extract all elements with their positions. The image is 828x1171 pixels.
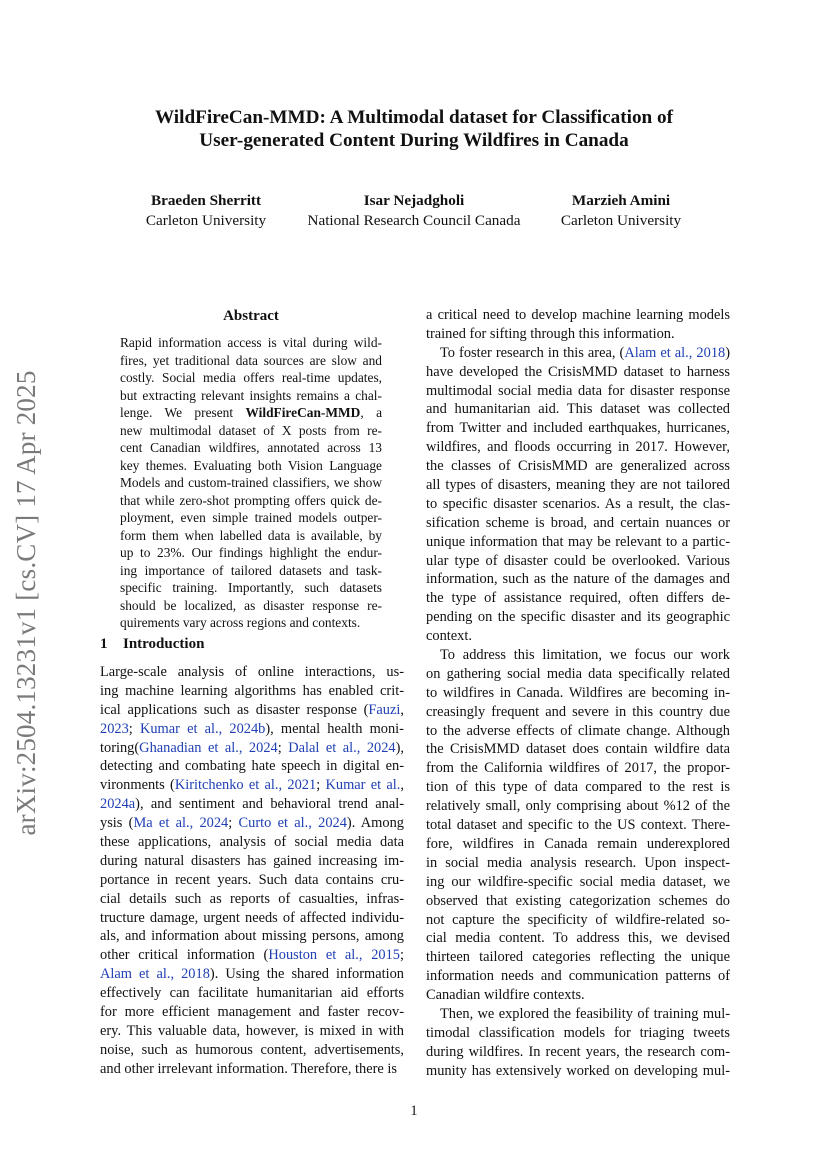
text-line: for more efficient management and faster recov- bbox=[100, 1004, 404, 1021]
text-line: noise, such as humorous content, advertisements, bbox=[100, 1041, 404, 1058]
section-number: 1 bbox=[100, 636, 108, 652]
text-line: the type of assistance required, often differs de- bbox=[426, 590, 730, 607]
abstract-heading: Abstract bbox=[223, 308, 279, 324]
text-line: detecting and combating hate speech in digital en- bbox=[100, 758, 404, 775]
paper-title bbox=[100, 106, 728, 152]
text-line: ing machine learning algorithms has enabled crit- bbox=[100, 682, 404, 699]
text-line: creasingly frequent and severe in this country due bbox=[426, 703, 730, 720]
text-line: context. bbox=[426, 628, 472, 645]
text-line: ing importance of tailored datasets and task- bbox=[120, 562, 382, 578]
text-line: the CrisisMMD dataset does contain wildfire data bbox=[426, 741, 730, 758]
text-line: Rapid information access is vital during wild- bbox=[120, 335, 382, 350]
text-line: in social media analysis research. Upon inspect- bbox=[426, 854, 730, 871]
text-line: that while zero-shot prompting offers quick de- bbox=[120, 492, 382, 508]
author-block bbox=[296, 191, 532, 231]
text-line: to specific disaster scenarios. As a result, the clas- bbox=[426, 495, 730, 512]
text-line: cent Canadian wildfires, annotated across 13 bbox=[120, 440, 382, 455]
text-line: ing our wildfire-specific social media dataset, we bbox=[426, 873, 730, 890]
section-title: Introduction bbox=[123, 636, 205, 652]
text-line: relatively small, only comprising about %12 of the bbox=[426, 798, 730, 815]
section-heading-introduction bbox=[100, 634, 204, 654]
text-line: wildfires, and floods occurring in 2017. However, bbox=[426, 439, 730, 456]
text-line: ysis (Ma et al., 2024; Curto et al., 2024). Among bbox=[100, 815, 404, 832]
text-line: from Twitter and included earthquakes, hurricanes, bbox=[426, 420, 730, 437]
text-line: information needs and communication patterns of bbox=[426, 968, 730, 985]
text-line: should be localized, as disaster response re- bbox=[120, 597, 382, 613]
text-line: cial details such as reports of casualties, infras- bbox=[100, 890, 404, 907]
text-line: munity has extensively worked on developing mul- bbox=[426, 1062, 730, 1079]
text-line: total dataset and specific to the US context. There- bbox=[426, 817, 730, 834]
author-affiliation: National Research Council Canada bbox=[307, 212, 521, 229]
text-line: costly. Social media offers real-time updates, bbox=[120, 370, 382, 385]
text-line: multimodal social media data for disaster response bbox=[426, 382, 730, 399]
text-line: Alam et al., 2018). Using the shared information bbox=[100, 966, 404, 983]
text-line: ployment, even simple trained models outper- bbox=[120, 510, 382, 525]
author-affiliation: Carleton University bbox=[145, 212, 267, 229]
author-block bbox=[140, 191, 272, 231]
text-line: 2024a), and sentiment and behavioral trend anal- bbox=[100, 796, 404, 813]
text-line: tion of this type of data compared to the rest is bbox=[426, 779, 730, 796]
author-name: Braeden Sherritt bbox=[150, 192, 262, 209]
text-line: als, and information about missing persons, among bbox=[100, 928, 404, 945]
text-line: on gathering social media data specifically related bbox=[426, 665, 730, 682]
text-line: 2023; Kumar et al., 2024b), mental health moni- bbox=[100, 720, 404, 737]
text-line: tructure damage, urgent needs of affected individu- bbox=[100, 909, 404, 926]
text-line: thirteen tailored categories reflecting the unique bbox=[426, 949, 730, 966]
title-line-2: User-generated Content During Wildfires in Canada bbox=[199, 130, 629, 151]
text-line: and humanitarian aid. This dataset was collected bbox=[426, 401, 730, 418]
text-line: other critical information (Houston et al., 2015; bbox=[100, 947, 404, 964]
text-line: new multimodal dataset of X posts from re- bbox=[120, 422, 382, 438]
text-line: ery. This valuable data, however, is mixed in with bbox=[100, 1022, 404, 1039]
text-line: Then, we explored the feasibility of training mul- bbox=[440, 1005, 730, 1022]
text-line: observed that existing categorization schemes do bbox=[426, 892, 730, 909]
text-line: sification scheme is broad, and certain nuances or bbox=[426, 514, 730, 531]
right-column-text bbox=[426, 306, 730, 1081]
text-line: pending on the specific disaster and its geographic bbox=[426, 609, 730, 626]
text-line: not capture the specificity of wildfire-related so- bbox=[426, 911, 730, 928]
text-line: a critical need to develop machine learning models bbox=[426, 307, 730, 323]
text-line: to the adverse effects of climate change. Although bbox=[426, 722, 730, 739]
text-line: quirements vary across regions and contexts. bbox=[120, 615, 361, 630]
text-line: during wildfires. In recent years, the research com- bbox=[426, 1043, 730, 1060]
text-line: timodal classification models for triaging tweets bbox=[426, 1024, 730, 1041]
author-block bbox=[555, 191, 687, 231]
text-line: up to 23%. Our findings highlight the endur- bbox=[120, 545, 382, 560]
text-line: these applications, analysis of social media data bbox=[100, 834, 404, 851]
text-line: To address this limitation, we focus our work bbox=[440, 647, 730, 664]
text-line: fore, wildfires in Canada remain underexplored bbox=[426, 835, 730, 852]
text-line: during natural disasters has gained increasing im- bbox=[100, 852, 404, 869]
text-line: ular type of disaster could be overlooked. Various bbox=[426, 552, 730, 569]
text-line: To foster research in this area, (Alam et al., 2018) bbox=[440, 344, 731, 361]
text-line: portance in recent years. Such data contains cru- bbox=[100, 871, 404, 888]
text-line: lenge. We present WildFireCan-MMD, a bbox=[120, 405, 383, 420]
text-line: Large-scale analysis of online interactions, us- bbox=[100, 664, 404, 680]
text-line: information, such as the nature of the damages and bbox=[426, 571, 730, 588]
left-column-text bbox=[100, 663, 404, 1079]
text-line: and other irrelevant information. Therefore, there is bbox=[100, 1060, 398, 1077]
text-line: cial media content. To address this, we devised bbox=[426, 930, 730, 947]
text-line: specific training. Importantly, such datasets bbox=[120, 580, 382, 595]
author-name: Isar Nejadgholi bbox=[363, 192, 465, 209]
author-name: Marzieh Amini bbox=[571, 192, 671, 209]
text-line: toring(Ghanadian et al., 2024; Dalal et al., 2024), bbox=[100, 739, 404, 756]
text-line: Canadian wildfire contexts. bbox=[426, 987, 585, 1004]
text-line: trained for sifting through this information. bbox=[426, 325, 675, 342]
text-line: Models and custom-trained classifiers, we show bbox=[120, 475, 382, 490]
text-line: fires, yet traditional data sources are slow and bbox=[120, 352, 382, 368]
text-line: the classes of CrisisMMD are generalized across bbox=[426, 458, 730, 475]
text-line: have developed the CrisisMMD dataset to harness bbox=[426, 363, 730, 380]
text-line: vironments (Kiritchenko et al., 2021; Kumar et al., bbox=[100, 777, 404, 794]
text-line: all types of disasters, meaning they are not tailored bbox=[426, 477, 730, 494]
text-line: to wildfires in Canada. Wildfires are becoming in- bbox=[426, 684, 730, 701]
text-line: key themes. Evaluating both Vision Language bbox=[120, 457, 382, 473]
page-number: 1 bbox=[410, 1103, 418, 1119]
author-affiliation: Carleton University bbox=[560, 212, 682, 229]
abstract-body bbox=[120, 334, 382, 632]
text-line: ical applications such as disaster response (Fauzi, bbox=[100, 701, 404, 718]
text-line: effectively can facilitate humanitarian aid efforts bbox=[100, 985, 404, 1002]
text-line: unique information that may be relevant to a partic- bbox=[426, 533, 730, 550]
text-line: from the California wildfires of 2017, the propor- bbox=[426, 760, 730, 777]
title-line-1: WildFireCan-MMD: A Multimodal dataset for Classification of bbox=[154, 107, 674, 128]
arxiv-identifier-stamp: arXiv:2504.13231v1 [cs.CV] 17 Apr 2025 bbox=[11, 370, 41, 836]
text-line: form them when labelled data is available, by bbox=[120, 527, 382, 543]
text-line: but extracting relevant insights remains a chal- bbox=[120, 387, 382, 403]
